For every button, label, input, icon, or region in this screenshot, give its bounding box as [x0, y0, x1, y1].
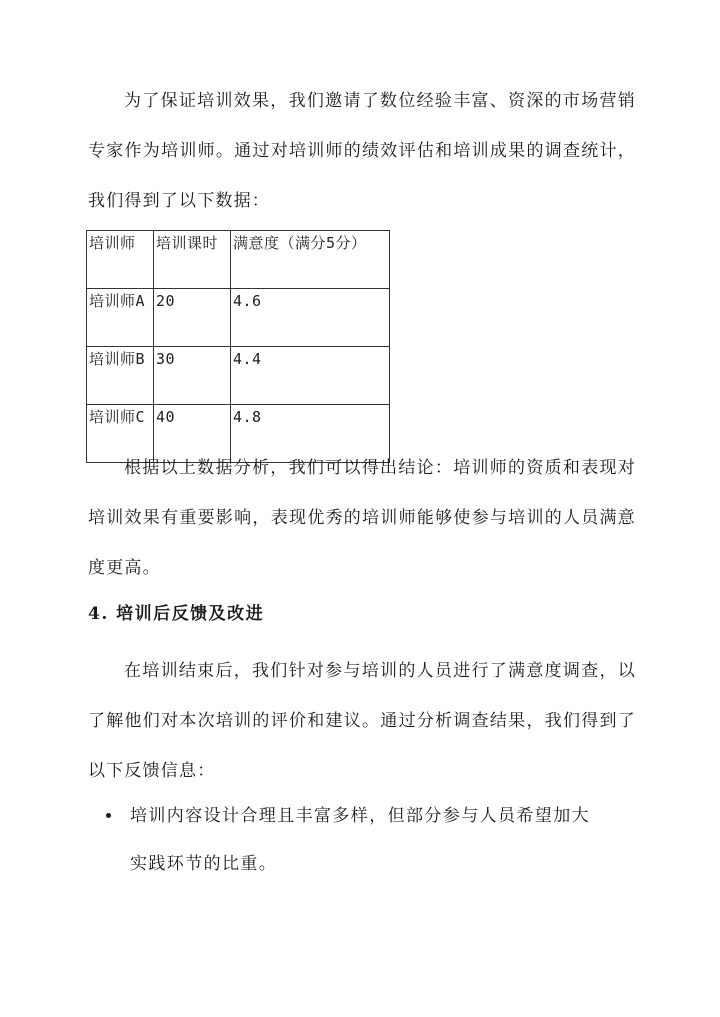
cell-hours: 40	[154, 405, 231, 463]
table-header-row	[87, 231, 390, 289]
cell-trainer: 培训师C	[87, 405, 154, 463]
header-satisfaction: 满意度（满分5分）	[231, 231, 390, 289]
cell-hours: 20	[154, 289, 231, 347]
table-row	[87, 289, 390, 347]
feedback-paragraph: 在培训结束后，我们针对参与培训的人员进行了满意度调查，以了解他们对本次培训的评价和建议。通过分析调查结果，我们得到了以下反馈信息：	[88, 661, 636, 781]
cell-hours: 30	[154, 347, 231, 405]
list-item-text: 培训内容设计合理且丰富多样，但部分参与人员希望加大实践环节的比重。	[130, 806, 590, 874]
conclusion-paragraph: 根据以上数据分析，我们可以得出结论：培训师的资质和表现对培训效果有重要影响，表现优秀的培训师能够使参与培训的人员满意度更高。	[88, 458, 636, 578]
list-item	[88, 792, 600, 888]
cell-trainer: 培训师A	[87, 289, 154, 347]
cell-satisfaction: 4.8	[231, 405, 390, 463]
bullet-icon	[106, 813, 111, 818]
cell-satisfaction: 4.4	[231, 347, 390, 405]
section-heading: 4. 培训后反馈及改进	[88, 604, 265, 624]
cell-trainer: 培训师B	[87, 347, 154, 405]
table-row	[87, 347, 390, 405]
trainer-table	[86, 230, 390, 463]
feedback-list	[88, 792, 636, 888]
intro-paragraph: 为了保证培训效果，我们邀请了数位经验丰富、资深的市场营销专家作为培训师。通过对培训师的绩效评估和培训成果的调查统计，我们得到了以下数据：	[88, 91, 636, 211]
header-hours: 培训课时	[154, 231, 231, 289]
cell-satisfaction: 4.6	[231, 289, 390, 347]
header-trainer: 培训师	[87, 231, 154, 289]
